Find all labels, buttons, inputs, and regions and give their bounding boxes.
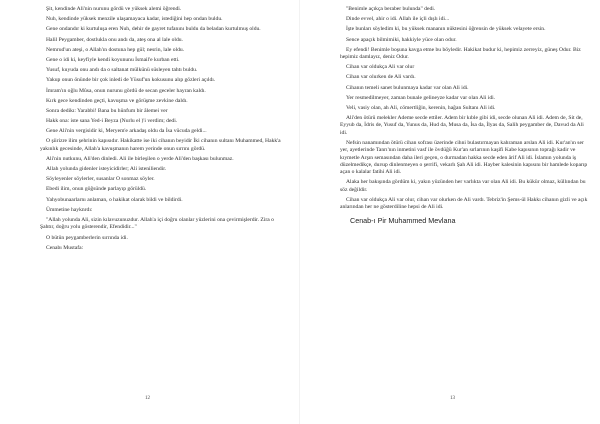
paragraph: Gene Ali'nin vergisidir ki, Meryem'e arkadaş oldu da İsa vücuda geldi... [46, 128, 207, 135]
paragraph: Ebedi ilim, onun göğsünde parlayıp görüldü. [46, 186, 147, 193]
paragraph: Gene ondandır ki kurtuluşa eren Nuh, dehir de gayret tufanını buldu da beladan kurtulmuş oldu. [46, 26, 261, 33]
paragraph: Halil Peygamber, dostlukla onu andı da, ateş ona al lale oldu. [46, 36, 183, 43]
paragraph: Yakup onun önünde bir çok inledi de Yüsuf'un kokusunu alıp gözleri açıldı. [46, 77, 216, 84]
paragraph: Ey efendi! Benimle boşuna kavga etme bu böyledir. Hakikat budur ki, hepimiz zerreyiz, güneş Odur. Biz hepimiz damlayız, deniz Odur. [340, 46, 581, 61]
paragraph: İmram'ın oğlu Mûsa, onun nurunu gördü de secan geceler hayran kaldı. [46, 87, 206, 94]
paragraph: Alaka her bakışında gördüm ki, yakın yüzünden her varlıkta var olan Ali idi. Bu kükür olmaz, küllından bu söz değildir. [340, 179, 586, 193]
paragraph: İşte bunları söyledim ki, bu yüksek mananın nüktesini öğrensin de yüksek velayete ersin. [346, 26, 546, 33]
paragraph: Ali'nin nutkunu, Ali'den dinledi. Ali ile birleşilen o yerde Ali'den başkası bulunmaz. [46, 155, 234, 162]
paragraph: Ali'den ötürü melekler Ademe secde ettiler. Adem bir kıble gibi idi, secde olunan Ali idi. Adem de, Sit de, Eyyub da, İdris de, Yusuf da, Yunus da, Hud da, Musa da, İsa da, İlyas da, Salih peygamber de, Davud da Ali idi. [340, 115, 584, 136]
paragraph: Cihan var oldukça Ali var olur [346, 64, 415, 71]
paragraph: Veli, vasiy olan, ah Ali, cömertliğin, kerenin, hağan Sultanı Ali idi. [346, 104, 496, 111]
paragraph: Nuh, kendinde yüksek menzile ulaşamayaca kadar, istediğini hep ondan buldu. [46, 16, 223, 23]
paragraph: O bütün peygamberlerin sırrında idi. [46, 234, 128, 241]
paragraph: Cenabı Mustafa: [46, 244, 84, 251]
page-number-left: 12 [145, 396, 150, 401]
left-text-column [40, 6, 288, 255]
paragraph: Söyleyenler söylerler, susanlar O sonmaz söyler. [46, 176, 155, 183]
paragraph: Dinde evvel, ahir o idi. Allah ile içli dışlı idi... [346, 16, 450, 23]
paragraph: Yusuf, kuyuda onu andı da o saltanat mülkünü süsleyen tahtı buldu. [46, 67, 198, 74]
paragraph: Sence apaçık bilmimiki, hakkiyle yüce olan odur. [346, 36, 457, 43]
paragraph: Hakk ona: iste sana Yed-i Beyza (Nurlu el )'i verdim; dedi. [46, 118, 178, 125]
page-number-right: 13 [450, 396, 455, 401]
paragraph: Yahyobunaarlarnı anlaman, o hakikat olarak bildi ve bildirdi. [46, 196, 183, 203]
paragraph: "Allah yolunda Ali, sizin kılavuzunuzdur. Allah'a içi doğru olanlar yüzlerini ona çevirmişlerdir. Zira o Şahtır, doğru yolu gösterendir, Efendidir..." [40, 217, 274, 231]
right-page [300, 0, 600, 424]
paragraph: Cihan var oldukça Ali var olur, cihan var olurken de Ali vardı. Tebriz'in Şems-ül Hakkı cihanın gizli ve açık anlarından her ne gösterdiline hepsi de Ali idi. [340, 196, 588, 211]
paragraph: O şiirizre ilim şehrinin kapısıdır. Hakikatte ise iki cihanın beyidir İki cihanın sultanı Muhammed, Hakk'a yakınlık gecesinde, Allah'a kavuşmanın harem yerinde onun sırrını gördü. [40, 138, 281, 152]
paragraph: Nefsin nanamından ötürü cihan sofrası üzerinde cihni bulastırmayan kahraman arslan Ali idi. Kur'an'ın ser yer, ayetlerinde Tanrı'nın inmetini vasf ile övdüğü Kur'an sırlarının kaşifi Kabe kapısının toprağı kadir ve kıymetle Arşın semasından daha ileri geçen, o durmadan hakka secde eden ârif Ali idi. İslamın yolunda iş düzelmedikçe, dursıp dinlenmeyen o şerrifi, vekarlı Şah Ali idi. Hayber kalesinin kapısını bir hamlede koparıp açan o kalalar fatihi Ali idi. [340, 139, 588, 176]
author-signature: Cenab-ı Pir Muhammed Mevlana [350, 216, 456, 226]
paragraph: Cihanın temeli sanet bulunmaya kadar var olan Ali idi. [346, 84, 469, 91]
paragraph: Gene o idi ki, keyfiyle kendi koyununu İsmail'e kurban etti. [46, 56, 180, 63]
paragraph: "Benimle açıkça beraber bulunda" dedi. [346, 6, 436, 12]
paragraph: Şit, kendinde Ali'nin nurunu gördü ve yüksek alemi öğrendi. [46, 6, 182, 12]
paragraph: Allah yolunda gidenler isteyicidirler; Ali isteniliendir. [46, 166, 167, 173]
paragraph: Sonra dedikı: Yarabbi! Bana bu hünfum bir âlemei ver [46, 107, 168, 114]
paragraph: Ümmetine hayknrdı: [46, 206, 93, 213]
paragraph: Yer resmedilmeyer, zaman bunale gelineyze kadar var olan Ali idi. [346, 94, 496, 101]
paragraph: Nemrud'un ateşi, o Allah'ın dostuna hep gül; nesrin, lale oldu. [46, 46, 185, 53]
right-text-column [340, 6, 590, 225]
paragraph: Cihan var olurken de Ali vardı. [346, 74, 416, 81]
paragraph: Kırk gece kendinden geçti, kavuşma ve görüşme zevkine daldı. [46, 97, 188, 104]
